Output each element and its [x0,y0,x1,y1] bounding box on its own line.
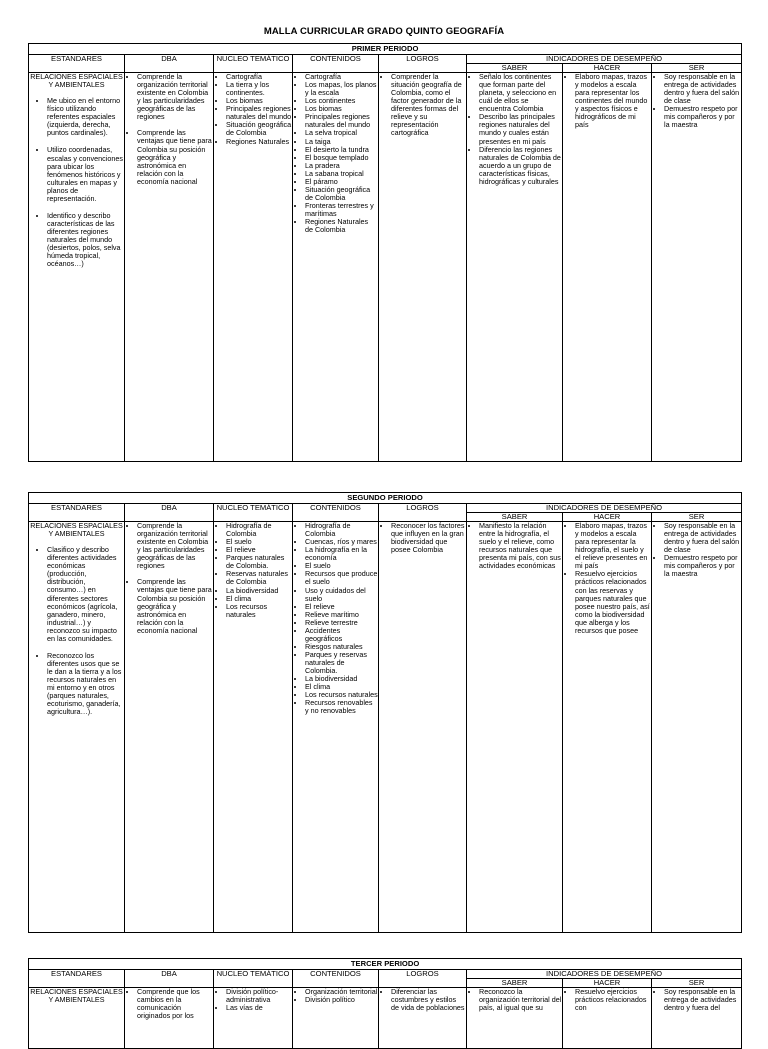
contenidos-item: • El relieve [305,603,378,611]
estandares-cell [29,988,125,1049]
logros-cell [379,73,467,462]
period-table [28,492,742,933]
contenidos-item: • Principales regiones naturales del mundo [305,113,378,129]
estandares-cell [29,73,125,462]
saber-item: • Diferencio las regiones naturales de Colombia de acuerdo a un grupo de características físicas, hidrográficas y culturales [479,146,562,186]
header-estandares: ESTANDARES [29,504,125,522]
contenidos-item: • La taiga [305,138,378,146]
contenidos-item: • El desierto la tundra [305,146,378,154]
period-title: SEGUNDO PERIODO [29,493,742,504]
nucleo-item: • Los biomas [226,97,292,105]
contenidos-item: • Los continentes [305,97,378,105]
ser-cell [652,988,742,1049]
nucleo-item: • Reservas naturales de Colombia [226,570,292,586]
ser-list [652,73,741,129]
logros-cell [379,522,467,933]
contenidos-item: • La biodiversidad [305,675,378,683]
header-saber: SABER [467,513,563,522]
header-contenidos: CONTENIDOS [293,504,379,522]
logros-list [379,522,466,554]
contenidos-item: • La hidrografía en la economía [305,546,378,562]
header-nucleo: NUCLEO TEMÁTICO [214,504,293,522]
nucleo-item: • Regiones Naturales [226,138,292,146]
saber-item: • Describo las principales regiones naturales del mundo y cuales están presentes en mi país [479,113,562,145]
ser-item: • Demuestro respeto por mis compañeros y por la maestra [664,554,741,578]
contenidos-item: • Los biomas [305,105,378,113]
estandares-item: • Me ubico en el entorno físico utilizando referentes espaciales (izquierda, derecha, puntos cardinales). [47,97,124,137]
contenidos-item: • Fronteras terrestres y marítimas [305,202,378,218]
nucleo-cell [214,988,293,1049]
logros-list [379,988,466,1012]
dba-item: • Comprende la organización territorial existente en Colombia y las particularidades geográficas de las regiones [137,522,213,570]
dba-list [125,73,213,186]
nucleo-item: • Parques naturales de Colombia. [226,554,292,570]
header-hacer: HACER [563,979,652,988]
dba-cell [125,73,214,462]
nucleo-cell [214,522,293,933]
dba-item: • Comprende las ventajas que tiene para Colombia su posición geográfica y astronómica en relación con la economía nacional [137,578,213,634]
hacer-item: • Resuelvo ejercicios prácticos relacionados con [575,988,651,1012]
header-hacer: HACER [563,513,652,522]
ser-item: • Soy responsable en la entrega de actividades dentro y fuera del salón de clase [664,73,741,105]
header-estandares: ESTANDARES [29,970,125,988]
header-dba: DBA [125,970,214,988]
contenidos-item: • La sabana tropical [305,170,378,178]
header-contenidos: CONTENIDOS [293,970,379,988]
nucleo-item: • El suelo [226,538,292,546]
estandares-heading: RELACIONES ESPACIALES Y AMBIENTALES [30,73,123,90]
contenidos-cell [293,522,379,933]
ser-item: • Demuestro respeto por mis compañeros y por la maestra [664,105,741,129]
logros-item: • Reconocer los factores que influyen en la gran biodiversidad que posee Colombia [391,522,466,554]
contenidos-item: • El suelo [305,562,378,570]
contenidos-list [293,522,378,716]
header-logros: LOGROS [379,970,467,988]
contenidos-cell [293,988,379,1049]
hacer-item: • Elaboro mapas, trazos y modelos a escala para representar los continentes del mundo y aspectos físicos e hidrográficos de mi país [575,73,651,129]
document-title: MALLA CURRICULAR GRADO QUINTO GEOGRAFÍA [263,26,505,37]
contenidos-item: • Parques y reservas naturales de Colombia. [305,651,378,675]
contenidos-item: • Relieve terrestre [305,619,378,627]
period-title: PRIMER PERIODO [29,44,742,55]
contenidos-item: • El clima [305,683,378,691]
header-indicadores: INDICADORES DE DESEMPEÑO [467,504,742,513]
contenidos-item: • El bosque templado [305,154,378,162]
dba-cell [125,522,214,933]
contenidos-item: • Riesgos naturales [305,643,378,651]
saber-item: • Manifiesto la relación entre la hidrografía, el suelo y el relieve, como recursos naturales que presenta mi país, con sus actividades económicas [479,522,562,570]
saber-list [467,73,562,186]
estandares-heading: RELACIONES ESPACIALES Y AMBIENTALES [30,522,123,539]
header-dba: DBA [125,55,214,73]
nucleo-list [214,522,292,619]
header-logros: LOGROS [379,504,467,522]
contenidos-cell [293,73,379,462]
hacer-list [563,73,651,129]
saber-item: • Reconozco la organización territorial del país, al igual que su [479,988,562,1012]
nucleo-list [214,988,292,1012]
dba-item: • Comprende la organización territorial existente en Colombia y las particularidades geográficas de las regiones [137,73,213,121]
contenidos-item: • Situación geográfica de Colombia [305,186,378,202]
header-logros: LOGROS [379,55,467,73]
nucleo-list [214,73,292,146]
nucleo-item: • La tierra y los continentes. [226,81,292,97]
logros-cell [379,988,467,1049]
header-indicadores: INDICADORES DE DESEMPEÑO [467,55,742,64]
contenidos-list [293,73,378,234]
estandares-list [29,546,124,716]
saber-cell [467,988,563,1049]
contenidos-item: • Hidrografía de Colombia [305,522,378,538]
nucleo-item: • El clima [226,595,292,603]
contenidos-item: • Cuencas, ríos y mares [305,538,378,546]
dba-cell [125,988,214,1049]
contenidos-item: • Uso y cuidados del suelo [305,587,378,603]
ser-cell [652,522,742,933]
ser-list [652,522,741,578]
contenidos-item: • Los mapas, los planos y la escala [305,81,378,97]
header-ser: SER [652,64,742,73]
hacer-cell [563,522,652,933]
nucleo-item: • Principales regiones naturales del mundo [226,105,292,121]
hacer-list [563,988,651,1012]
contenidos-item: • Los recursos naturales [305,691,378,699]
header-ser: SER [652,513,742,522]
header-saber: SABER [467,64,563,73]
contenidos-item: • Accidentes geográficos [305,627,378,643]
header-nucleo: NUCLEO TEMÁTICO [214,970,293,988]
estandares-item: • Identifico y describo características de las diferentes regiones naturales del mundo (desiertos, polos, selva húmeda tropical, océanos…) [47,212,124,268]
estandares-item: • Reconozco los diferentes usos que se le dan a la tierra y a los recursos naturales en mi entorno y en otros (parques naturales, ecoturismo, ganadería, agricultura…). [47,652,124,717]
contenidos-item: • Recursos que produce el suelo [305,570,378,586]
hacer-cell [563,73,652,462]
period-title: TERCER PERIODO [29,959,742,970]
contenidos-item: • El páramo [305,178,378,186]
contenidos-item: • La pradera [305,162,378,170]
estandares-list [29,97,124,268]
saber-list [467,522,562,570]
hacer-list [563,522,651,635]
contenidos-item: • Organización territorial [305,988,378,996]
nucleo-item: • El relieve [226,546,292,554]
contenidos-item: • División político [305,996,378,1004]
period-table [28,958,742,1049]
dba-list [125,522,213,635]
estandares-cell [29,522,125,933]
estandares-item: • Utilizo coordenadas, escalas y convenciones para ubicar los fenómenos históricos y culturales en mapas y planos de representación. [47,146,124,202]
logros-item: • Comprender la situación geografía de Colombia, como el factor generador de la diferentes formas del relieve y su representación cartográfica [391,73,466,138]
period-table [28,43,742,462]
header-estandares: ESTANDARES [29,55,125,73]
header-indicadores: INDICADORES DE DESEMPEÑO [467,970,742,979]
ser-item: • Soy responsable en la entrega de actividades dentro y fuera del salón de clase [664,522,741,554]
contenidos-item: • Cartografía [305,73,378,81]
saber-list [467,988,562,1012]
contenidos-item: • Relieve marítimo [305,611,378,619]
saber-cell [467,73,563,462]
header-hacer: HACER [563,64,652,73]
contenidos-item: • La selva tropical [305,129,378,137]
contenidos-list [293,988,378,1004]
header-contenidos: CONTENIDOS [293,55,379,73]
logros-list [379,73,466,138]
logros-item: • Diferenciar las costumbres y estilos de vida de poblaciones [391,988,466,1012]
ser-item: • Soy responsable en la entrega de actividades dentro y fuera del [664,988,741,1012]
nucleo-cell [214,73,293,462]
estandares-item: • Clasifico y describo diferentes actividades económicas (producción, distribución, consumo…) en diferentes sectores económicos (agrícola, ganadero, minero, industrial…) y reconozco su impacto en las comunidades. [47,546,124,643]
nucleo-item: • Cartografía [226,73,292,81]
contenidos-item: • Recursos renovables y no renovables [305,699,378,715]
estandares-heading: RELACIONES ESPACIALES Y AMBIENTALES [30,988,123,1005]
nucleo-item: • Los recursos naturales [226,603,292,619]
hacer-item: • Elaboro mapas, trazos y modelos a escala para representar la hidrografía, el suelo y el relieve presentes en mi país [575,522,651,570]
dba-item: • Comprende que los cambios en la comunicación originados por los [137,988,213,1020]
nucleo-item: • Hidrografía de Colombia [226,522,292,538]
saber-item: • Señalo los continentes que forman parte del planeta, y selecciono en cuál de ellos se encuentra Colombia [479,73,562,113]
hacer-item: • Resuelvo ejercicios prácticos relacionados con las reservas y parques naturales que posee nuestro país, así como la biodiversidad que alberga y los recursos que posee [575,570,651,635]
ser-cell [652,73,742,462]
header-saber: SABER [467,979,563,988]
contenidos-item: • Regiones Naturales de Colombia [305,218,378,234]
dba-item: • Comprende las ventajas que tiene para Colombia su posición geográfica y astronómica en relación con la economía nacional [137,129,213,185]
dba-list [125,988,213,1020]
hacer-cell [563,988,652,1049]
nucleo-item: • Las vías de [226,1004,292,1012]
header-nucleo: NUCLEO TEMÁTICO [214,55,293,73]
nucleo-item: • Situación geográfica de Colombia [226,121,292,137]
ser-list [652,988,741,1012]
header-ser: SER [652,979,742,988]
saber-cell [467,522,563,933]
nucleo-item: • División político-administrativa [226,988,292,1004]
header-dba: DBA [125,504,214,522]
nucleo-item: • La biodiversidad [226,587,292,595]
